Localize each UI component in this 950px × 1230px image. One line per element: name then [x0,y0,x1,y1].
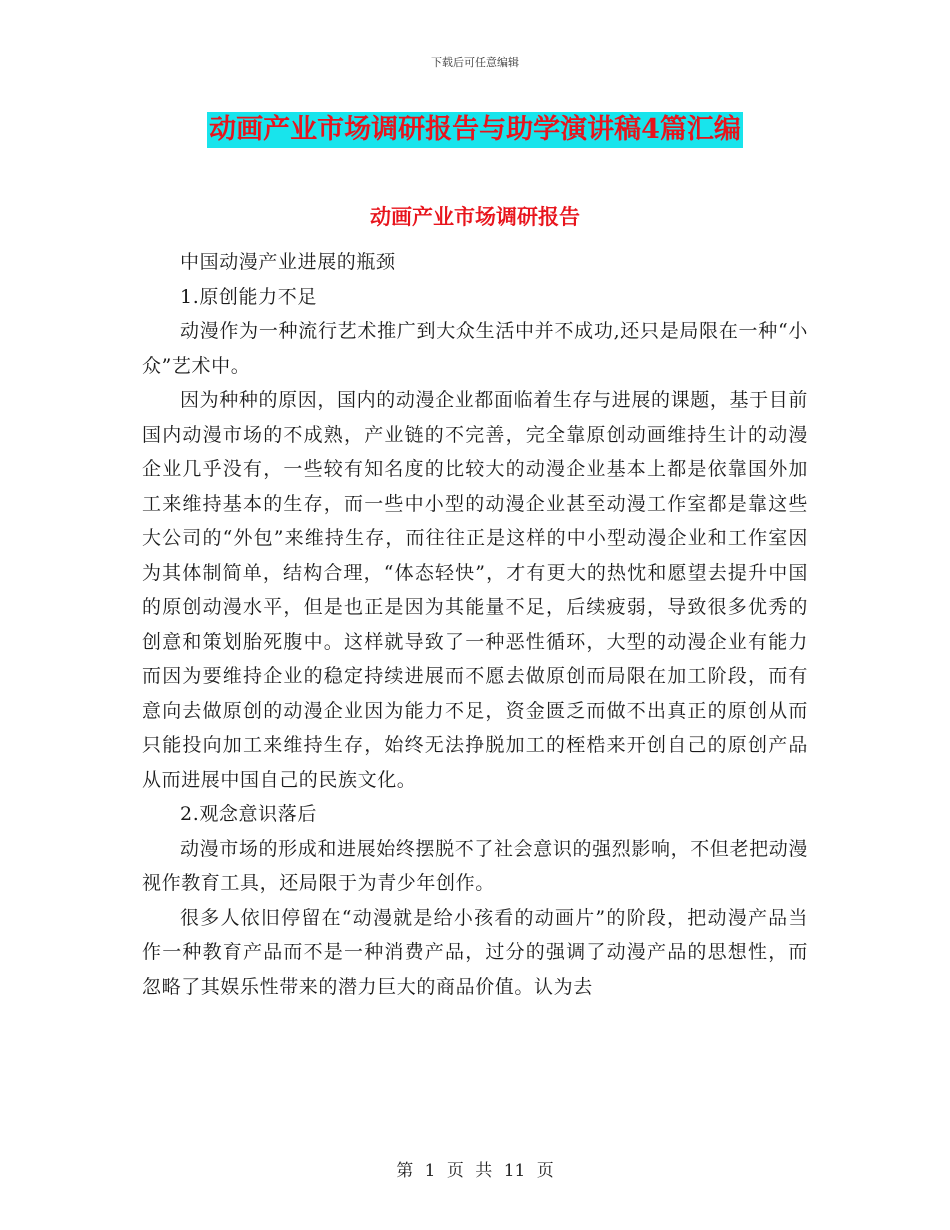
section-title: 动画产业市场调研报告 [370,204,580,229]
document-body [142,245,808,1004]
document-title-container [0,112,950,148]
paragraph-heading-2: 2.观念意识落后 [180,803,317,825]
page-footer: 第 1 页 共 11 页 [396,1161,554,1181]
paragraph: 因为种种的原因，国内的动漫企业都面临着生存与进展的课题，基于目前国内动漫市场的不成熟，产业链的不完善，完全靠原创动画维持生计的动漫企业几乎没有，一些较有知名度的比较大的动漫企业基本上都是依靠国外加工来维持基本的生存，而一些中小型的动漫企业甚至动漫工作室都是靠这些大公司的“外包”来维持生存，而往往正是这样的中小型动漫企业和工作室因为其体制简单，结构合理，“体态轻快”，才有更大的热忱和愿望去提升中国的原创动漫水平，但是也正是因为其能量不足，后续疲弱，导致很多优秀的创意和策划胎死腹中。这样就导致了一种恶性循环，大型的动漫企业有能力而因为要维持企业的稳定持续进展而不愿去做原创而局限在加工阶段，而有意向去做原创的动漫企业因为能力不足，资金匮乏而做不出真正的原创从而只能投向加工来维持生存，始终无法挣脱加工的桎梏来开创自己的原创产品从而进展中国自己的民族文化。 [142,389,808,791]
paragraph-topic: 中国动漫产业进展的瓶颈 [180,251,396,273]
paragraph: 动漫作为一种流行艺术推广到大众生活中并不成功,还只是局限在一种“小众”艺术中。 [142,320,808,377]
paragraph: 很多人依旧停留在“动漫就是给小孩看的动画片”的阶段，把动漫产品当作一种教育产品而不是一种消费产品，过分的强调了动漫产品的思想性，而忽略了其娱乐性带来的潜力巨大的商品价值。认为去 [142,906,808,998]
header-note: 下载后可任意编辑 [431,56,519,69]
document-title: 动画产业市场调研报告与助学演讲稿4篇汇编 [207,112,743,148]
paragraph: 动漫市场的形成和进展始终摆脱不了社会意识的强烈影响，不但老把动漫视作教育工具，还局限于为青少年创作。 [142,837,808,894]
paragraph-heading-1: 1.原创能力不足 [180,285,317,308]
